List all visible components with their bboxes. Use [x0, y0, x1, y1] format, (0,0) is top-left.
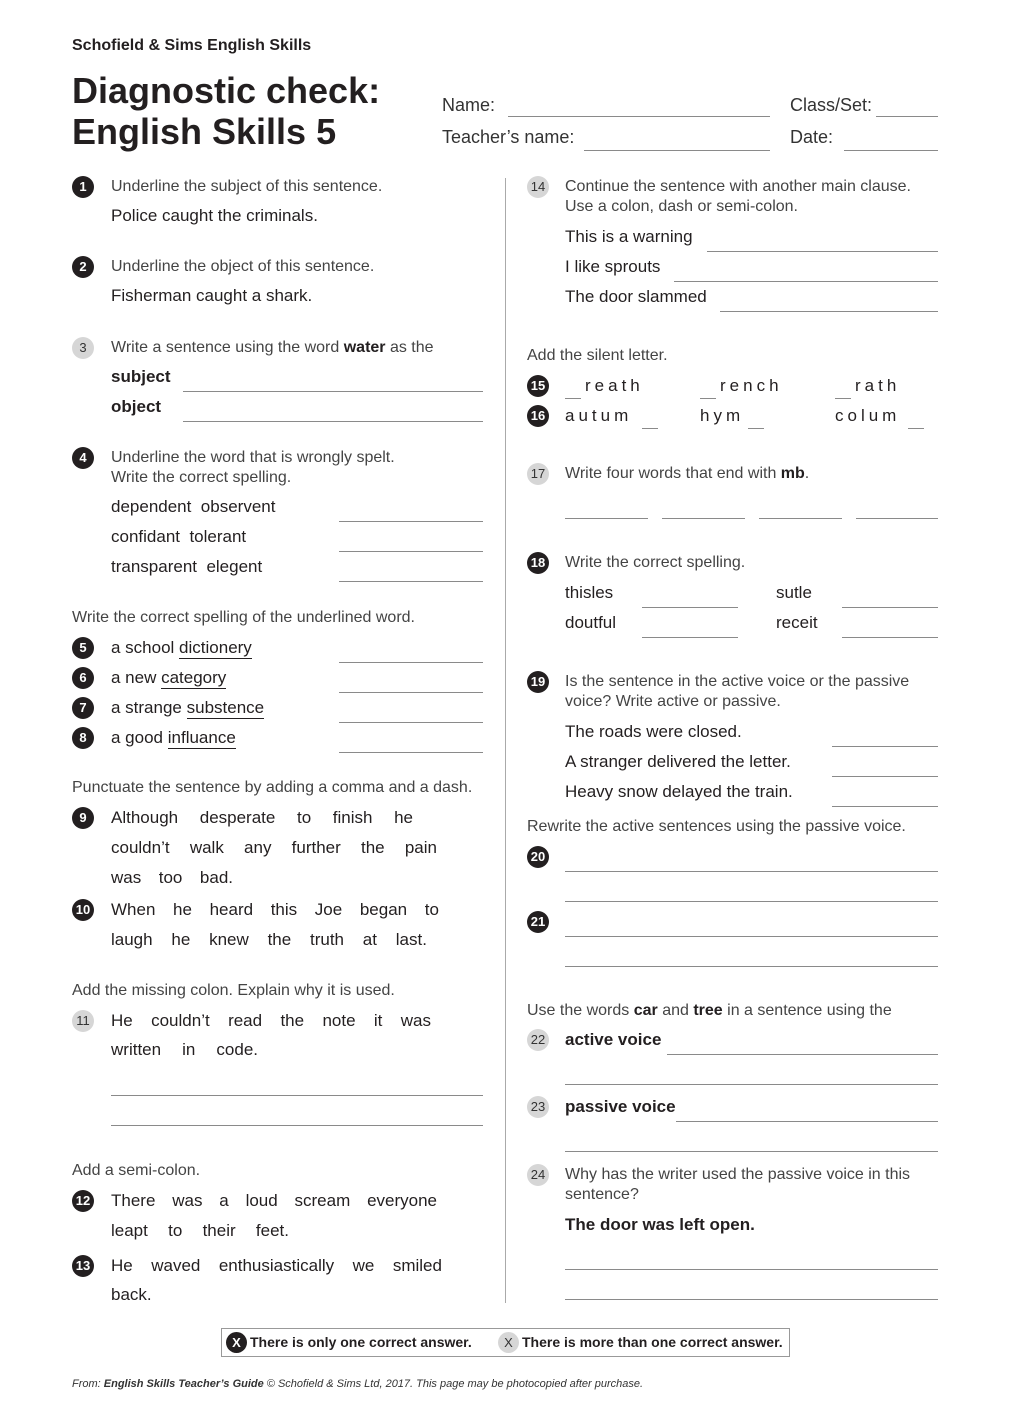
question-number-6: 6: [72, 667, 94, 689]
q4-word-pair-1: dependent observent: [111, 497, 276, 516]
question-number-14: 14: [527, 176, 549, 198]
question-number-20: 20: [527, 846, 549, 868]
q18-word-4: receit: [776, 613, 818, 632]
q19-answer-line-3[interactable]: [832, 806, 938, 807]
q7-answer-line[interactable]: [339, 722, 483, 723]
multiple-answers-label: There is more than one correct answer.: [522, 1334, 783, 1350]
q14-instruction: Continue the sentence with another main clause. Use a colon, dash or semi-colon.: [565, 178, 911, 215]
q10-line-2: laugh he knew the truth at last.: [111, 930, 427, 949]
q13-line-2: back.: [111, 1285, 152, 1304]
section-instruction-11: Add the missing colon. Explain why it is used.: [72, 982, 395, 999]
q14-sentence-1: This is a warning: [565, 227, 693, 246]
q14-answer-line-3[interactable]: [720, 311, 938, 312]
q17-answer-line-2[interactable]: [662, 518, 745, 519]
q4-word-pair-2: confidant tolerant: [111, 527, 247, 546]
question-number-16: 16: [527, 405, 549, 427]
question-number-8: 8: [72, 727, 94, 749]
q19-instruction: Is the sentence in the active voice or the passive voice? Write active or passive.: [565, 673, 910, 710]
one-answer-icon: X: [226, 1332, 247, 1353]
q19-sentence-3: Heavy snow delayed the train.: [565, 782, 793, 801]
q12-line-1: There was a loud scream everyone: [111, 1191, 437, 1210]
name-field[interactable]: [508, 116, 770, 117]
q22-answer-line-2[interactable]: [565, 1084, 938, 1085]
question-number-15: 15: [527, 375, 549, 397]
section-instruction-22-23: Use the words car and tree in a sentence using the: [527, 1002, 892, 1019]
page-title: Diagnostic check: English Skills 5: [72, 70, 381, 152]
q19-answer-line-1[interactable]: [832, 746, 938, 747]
question-number-9: 9: [72, 807, 94, 829]
class-label: Class/Set:: [790, 95, 873, 115]
teacher-field[interactable]: [584, 150, 770, 151]
q2-sentence: Fisherman caught a shark.: [111, 286, 313, 305]
question-number-4: 4: [72, 447, 94, 469]
q9-line-1: Although desperate to finish he: [111, 808, 413, 827]
question-number-10: 10: [72, 899, 94, 921]
q24-sentence: The door was left open.: [565, 1215, 755, 1234]
footer-credit: From: English Skills Teacher’s Guide © Schofield & Sims Ltd, 2017. This page may be photocopied after purchase.: [72, 1378, 644, 1390]
q2-instruction: Underline the object of this sentence.: [111, 258, 375, 275]
q15-word-1: reath: [585, 376, 644, 395]
q18-answer-line-2[interactable]: [842, 607, 938, 608]
q6-answer-line[interactable]: [339, 692, 483, 693]
q17-instruction: Write four words that end with mb.: [565, 465, 810, 482]
q16-word-2: hym: [700, 406, 745, 425]
question-number-1: 1: [72, 176, 94, 198]
q4-answer-line-3[interactable]: [339, 581, 483, 582]
q18-word-2: sutle: [776, 583, 812, 602]
q20-answer-line-1[interactable]: [565, 871, 938, 872]
question-number-12: 12: [72, 1190, 94, 1212]
q24-instruction: Why has the writer used the passive voice in this sentence?: [565, 1166, 911, 1203]
q16-blank-3[interactable]: [908, 428, 924, 429]
q17-answer-line-1[interactable]: [565, 518, 648, 519]
q9-line-3: was too bad.: [111, 868, 233, 887]
q4-answer-line-1[interactable]: [339, 521, 483, 522]
q6-phrase: a new category: [111, 668, 227, 687]
q1-sentence: Police caught the criminals.: [111, 206, 318, 225]
question-number-24: 24: [527, 1164, 549, 1186]
q4-answer-line-2[interactable]: [339, 551, 483, 552]
question-number-11: 11: [72, 1010, 94, 1032]
teacher-label: Teacher’s name:: [442, 127, 575, 147]
q18-answer-line-1[interactable]: [642, 607, 738, 608]
question-number-19: 19: [527, 671, 549, 693]
q16-word-3: colum: [835, 406, 901, 425]
q15-blank-1[interactable]: [565, 398, 581, 399]
series-title: Schofield & Sims English Skills: [72, 37, 312, 54]
q16-blank-2[interactable]: [748, 428, 764, 429]
section-instruction-5-8: Write the correct spelling of the underlined word.: [72, 609, 415, 626]
section-instruction-20-21: Rewrite the active sentences using the passive voice.: [527, 818, 906, 835]
q14-sentence-3: The door slammed: [565, 287, 707, 306]
q16-word-1: autum: [565, 406, 633, 425]
q15-word-3: rath: [855, 376, 901, 395]
q17-answer-line-4[interactable]: [856, 518, 938, 519]
section-instruction-15-16: Add the silent letter.: [527, 347, 668, 364]
q12-line-2: leapt to their feet.: [111, 1221, 289, 1240]
question-number-13: 13: [72, 1255, 94, 1277]
question-number-21: 21: [527, 911, 549, 933]
one-answer-label: There is only one correct answer.: [250, 1334, 472, 1350]
date-field[interactable]: [844, 150, 938, 151]
q16-blank-1[interactable]: [642, 428, 658, 429]
q8-answer-line[interactable]: [339, 752, 483, 753]
question-number-5: 5: [72, 637, 94, 659]
q9-line-2: couldn’t walk any further the pain: [111, 838, 437, 857]
q18-answer-line-3[interactable]: [642, 637, 738, 638]
q15-blank-3[interactable]: [835, 398, 851, 399]
question-number-17: 17: [527, 463, 549, 485]
q21-answer-line-1[interactable]: [565, 936, 938, 937]
q23-answer-line-2[interactable]: [565, 1151, 938, 1152]
q17-answer-line-3[interactable]: [759, 518, 842, 519]
q18-word-1: thisles: [565, 583, 614, 602]
q3-subject-answer-line[interactable]: [183, 391, 483, 392]
answer-key-legend: [221, 1328, 790, 1357]
q11-answer-line-2[interactable]: [111, 1125, 483, 1126]
question-number-18: 18: [527, 552, 549, 574]
q19-answer-line-2[interactable]: [832, 776, 938, 777]
q3-object-label: object: [111, 397, 162, 416]
q18-word-3: doutful: [565, 613, 617, 632]
name-label: Name:: [442, 95, 496, 115]
section-instruction-12-13: Add a semi-colon.: [72, 1162, 201, 1179]
question-number-22: 22: [527, 1029, 549, 1051]
column-divider: [505, 178, 506, 1303]
q8-phrase: a good influance: [111, 728, 236, 747]
q11-line-1: He couldn’t read the note it was: [111, 1011, 431, 1030]
q19-sentence-2: A stranger delivered the letter.: [565, 752, 791, 771]
q23-label: passive voice: [565, 1097, 676, 1116]
q4-word-pair-3: transparent elegent: [111, 557, 263, 576]
q20-answer-line-2[interactable]: [565, 901, 938, 902]
q18-answer-line-4[interactable]: [842, 637, 938, 638]
q14-answer-line-1[interactable]: [707, 251, 938, 252]
question-number-2: 2: [72, 256, 94, 278]
q4-instruction: Underline the word that is wrongly spelt. Write the correct spelling.: [111, 449, 395, 486]
class-field[interactable]: [876, 116, 938, 117]
q18-instruction: Write the correct spelling.: [565, 554, 746, 571]
question-number-23: 23: [527, 1096, 549, 1118]
q14-answer-line-2[interactable]: [674, 281, 938, 282]
date-label: Date:: [790, 127, 834, 147]
q15-blank-2[interactable]: [700, 398, 716, 399]
q11-answer-line-1[interactable]: [111, 1095, 483, 1096]
q1-instruction: Underline the subject of this sentence.: [111, 178, 383, 195]
section-instruction-9-10: Punctuate the sentence by adding a comma and a dash.: [72, 779, 473, 796]
q3-instruction: Write a sentence using the word water as the: [111, 339, 434, 356]
q24-answer-line-2[interactable]: [565, 1299, 938, 1300]
q5-answer-line[interactable]: [339, 662, 483, 663]
q13-line-1: He waved enthusiastically we smiled: [111, 1256, 442, 1275]
q3-object-answer-line[interactable]: [183, 421, 483, 422]
q19-sentence-1: The roads were closed.: [565, 722, 742, 741]
q23-answer-line-1[interactable]: [676, 1121, 938, 1122]
q15-word-2: rench: [720, 376, 783, 395]
q22-label: active voice: [565, 1030, 662, 1049]
q24-answer-line-1[interactable]: [565, 1269, 938, 1270]
question-number-7: 7: [72, 697, 94, 719]
q5-phrase: a school dictionery: [111, 638, 252, 657]
q10-line-1: When he heard this Joe began to: [111, 900, 439, 919]
q21-answer-line-2[interactable]: [565, 966, 938, 967]
q11-line-2: written in code.: [111, 1040, 258, 1059]
q3-subject-label: subject: [111, 367, 171, 386]
question-number-3: 3: [72, 337, 94, 359]
q14-sentence-2: I like sprouts: [565, 257, 661, 276]
q7-phrase: a strange substence: [111, 698, 265, 717]
multiple-answers-icon: X: [498, 1332, 519, 1353]
q22-answer-line-1[interactable]: [667, 1054, 938, 1055]
